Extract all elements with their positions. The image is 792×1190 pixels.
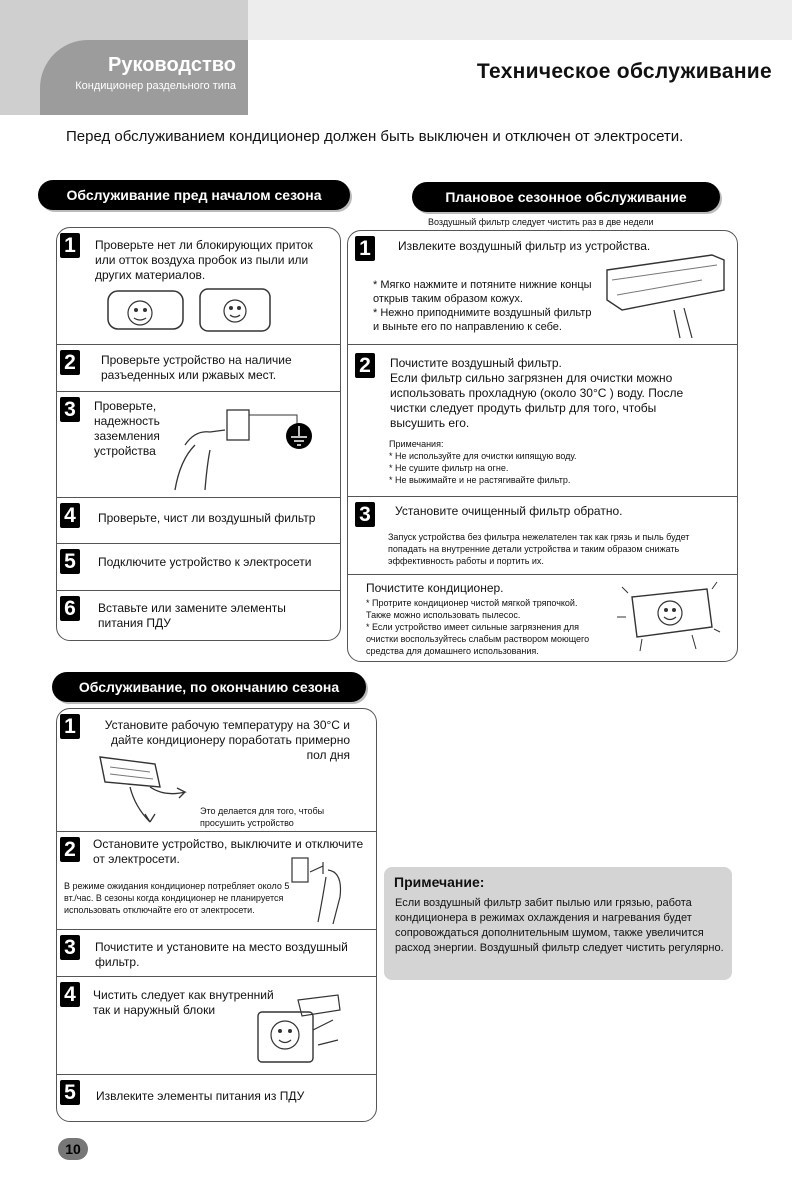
note-text: Если воздушный фильтр забит пылью или грязью, работа кондиционера в режимах охлаждения и нагревания будет сопровождаться дополнительным шумом, также увеличится расход энергии. Воздушный фильтр следует чистить регулярно. — [395, 897, 724, 954]
step-number: 2 — [60, 837, 80, 862]
seasonal-subheading: Воздушный фильтр следует чистить раз в две недели — [428, 217, 654, 227]
step-number: 5 — [60, 549, 80, 574]
pre-season-heading: Обслуживание пред началом сезона — [38, 180, 350, 210]
end-season-step-1-note: Это делается для того, чтобы просушить устройство — [200, 806, 325, 828]
unplug-illustration — [288, 852, 358, 927]
divider — [347, 574, 737, 575]
step-number: 2 — [60, 350, 80, 375]
divider — [56, 976, 376, 977]
end-season-heading: Обслуживание, по окончанию сезона — [52, 672, 366, 702]
pre-season-step-4-text: Проверьте, чист ли воздушный фильтр — [98, 511, 316, 525]
end-season-step-2-text: Остановите устройство, выключите и отключите от электросети. — [93, 837, 364, 866]
seasonal-step-2-notes: * Не используйте для очистки кипящую воду. * Не сушите фильтр на огне. * Не выжимайте и не растягивайте фильтр. — [389, 451, 577, 485]
divider — [56, 590, 340, 591]
note-title: Примечание: — [394, 874, 485, 890]
divider — [56, 543, 340, 544]
step-number: 1 — [60, 233, 80, 258]
seasonal-step-2-text: Почистите воздушный фильтр. Если фильтр сильно загрязнен для очистки можно использовать прохладную (около 30°C ) воду. После чистки следует продуть фильтр для того, чтобы высушить его. — [390, 356, 684, 430]
guide-title: Руководство — [107, 54, 236, 76]
step-number: 3 — [60, 397, 80, 422]
filter-removal-illustration — [602, 250, 730, 340]
step-number: 5 — [60, 1080, 80, 1105]
pre-season-step-1-text: Проверьте нет ли блокирующих приток или отток воздуха пробок из пыли или других материалов. — [95, 238, 313, 282]
pre-season-step-5-text: Подключите устройство к электросети — [98, 555, 312, 569]
end-season-step-2-note: В режиме ожидания кондиционер потребляет около 5 вт./час. В сезоны когда кондиционер не планируется использовать отключайте его от электросети. — [64, 881, 290, 915]
step-number: 1 — [60, 714, 80, 739]
end-season-step-4-text: Чистить следует как внутренний так и наружный блоки — [93, 988, 274, 1017]
page-number: 10 — [58, 1138, 88, 1160]
plug-socket-illustration — [165, 400, 325, 494]
divider — [347, 496, 737, 497]
guide-subtitle: Кондиционер раздельного типа — [75, 80, 236, 92]
seasonal-step-1-title: Извлеките воздушный фильтр из устройства. — [398, 239, 651, 253]
divider — [56, 391, 340, 392]
end-season-step-1-text: Установите рабочую температуру на 30°C и дайте кондиционеру поработать примерно пол дня — [104, 718, 350, 762]
header-tab-inner — [40, 40, 248, 115]
divider — [56, 344, 340, 345]
happy-unit-illustration — [612, 577, 724, 655]
end-season-step-5-text: Извлеките элементы питания из ПДУ — [96, 1089, 305, 1103]
clean-unit-title: Почистите кондиционер. — [366, 581, 504, 595]
divider — [347, 344, 737, 345]
seasonal-step-3-note: Запуск устройства без фильтра нежелателен так как грязь и пыль будет попадать на внутренние детали устройства и таким образом снижать эффективность работы и портить их. — [388, 532, 690, 566]
divider — [56, 497, 340, 498]
seasonal-step-2-notes-title: Примечания: — [389, 439, 444, 449]
step-number: 3 — [60, 935, 80, 960]
step-number: 6 — [60, 596, 80, 621]
step-number: 1 — [355, 236, 375, 261]
divider — [56, 929, 376, 930]
step-number: 4 — [60, 982, 80, 1007]
dusty-unit-illustration — [100, 283, 280, 341]
seasonal-heading: Плановое сезонное обслуживание — [412, 182, 720, 212]
seasonal-step-3-title: Установите очищенный фильтр обратно. — [395, 504, 623, 518]
power-off-warning: Перед обслуживанием кондиционер должен быть выключен и отключен от электросети. — [66, 128, 684, 145]
warm-air-illustration — [95, 752, 195, 832]
seasonal-step-1-note: * Мягко нажмите и потяните нижние концы открыв таким образом кожух. * Нежно приподнимите воздушный фильтр и выньте его по направлению к себе. — [373, 279, 592, 333]
step-number: 2 — [355, 353, 375, 378]
pre-season-step-2-text: Проверьте устройство на наличие разъеденных или ржавых мест. — [101, 353, 292, 382]
cleaning-units-illustration — [238, 990, 348, 1072]
divider — [56, 1074, 376, 1075]
pre-season-step-3-text: Проверьте, надежность заземления устройства — [94, 399, 160, 458]
end-season-step-3-text: Почистите и установите на место воздушный фильтр. — [95, 940, 348, 969]
pre-season-step-6-text: Вставьте или замените элементы питания ПДУ — [98, 601, 286, 630]
clean-unit-text: * Протрите кондиционер чистой мягкой тряпочкой. Также можно использовать пылесос. * Если устройство имеет сильные загрязнения для очистки воспользуйтесь слабым раствором моющего средства для домашнего использования. — [366, 598, 590, 656]
step-number: 4 — [60, 503, 80, 528]
step-number: 3 — [355, 502, 375, 527]
page-title: Техническое обслуживание — [476, 60, 772, 83]
